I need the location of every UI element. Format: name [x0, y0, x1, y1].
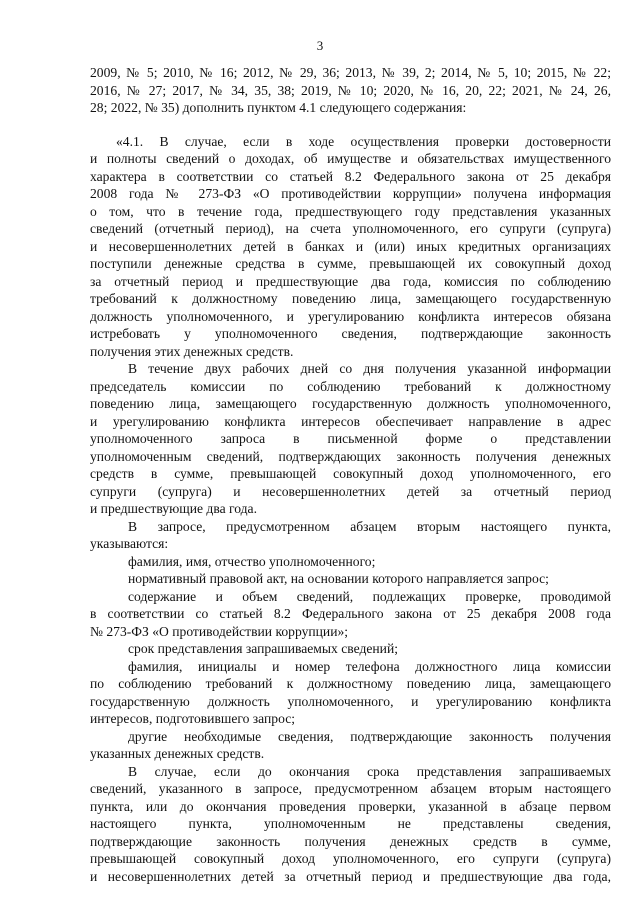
text-line: № 273-ФЗ «О противодействии коррупции»; — [90, 623, 349, 639]
text-line: настоящего пункта, уполномоченным не представлены сведения, — [90, 816, 611, 831]
text-line: уполномоченного запроса в письменной форме о представлении — [90, 431, 611, 446]
text-line: и несовершеннолетних детей в банках и (или) иных кредитных организациях — [90, 238, 611, 254]
text-line: председатель комиссии по соблюдению требований к должностному — [90, 378, 611, 394]
text-line: уполномоченным сведений, подтверждающих законность получения денежных — [90, 448, 611, 464]
page-number: 3 — [316, 38, 324, 53]
text-line: 2008 года № 273-ФЗ «О противодействии коррупции» получена информация — [90, 186, 611, 201]
text-line: сведений, указанного в запросе, предусмотренном абзацем вторым настоящего — [90, 781, 611, 796]
text-line: поведению лица, замещающего государственную должность уполномоченного, — [90, 396, 611, 411]
text-line: супруги (супруга) и несовершеннолетних детей за отчетный период — [90, 483, 611, 499]
text-line: 2016, № 27; 2017, № 34, 35, 38; 2019, № 10; 2020, № 16, 20, 22; 2021, № 24, 26, — [90, 82, 611, 98]
text-line: за отчетный период и предшествующие два года, комиссия по соблюдению — [90, 273, 611, 289]
text-line: превышающей совокупный доход уполномоченного, его супруги (супруга) — [90, 851, 611, 866]
text-line: и урегулированию конфликта интересов обеспечивает направление в адрес — [90, 413, 611, 429]
text-line: нормативный правовой акт, на основании которого направляется запрос; — [128, 571, 549, 586]
text-line: и предшествующие два года. — [90, 501, 257, 516]
text-line: фамилия, имя, отчество уполномоченного; — [128, 553, 376, 569]
text-line: фамилия, инициалы и номер телефона должностного лица комиссии — [128, 658, 611, 674]
text-line: указанных денежных средств. — [90, 746, 265, 761]
text-line: 28; 2022, № 35) дополнить пунктом 4.1 следующего содержания: — [90, 100, 467, 115]
text-line: В случае, если до окончания срока представления запрашиваемых — [128, 763, 611, 779]
text-line: получения этих денежных средств. — [90, 343, 294, 359]
text-line: должность уполномоченного, и урегулированию конфликта интересов обязана — [90, 308, 611, 324]
document-body — [90, 64, 611, 885]
text-line: пункта, или до окончания проведения проверки, указанной в абзаце первом — [90, 798, 611, 814]
text-line: и полноты сведений о доходах, об имуществе и обязательствах имущественного — [90, 151, 611, 166]
text-line: срок представления запрашиваемых сведений; — [128, 641, 398, 656]
text-line: средств в сумме, превышающей совокупный доход уполномоченного, его — [90, 466, 611, 481]
text-line: другие необходимые сведения, подтверждающие законность получения — [128, 728, 611, 744]
text-line: «4.1. В случае, если в ходе осуществления проверки достоверности — [116, 133, 611, 149]
text-line: подтверждающие законность получения денежных средств в сумме, — [90, 833, 611, 849]
text-line: интересов, подготовившего запрос; — [90, 711, 296, 726]
text-line: требований к должностному поведению лица, замещающего государственную — [90, 291, 611, 306]
paragraph-gap — [90, 117, 611, 133]
text-line: В течение двух рабочих дней со дня получения указанной информации — [128, 361, 611, 376]
text-line: по соблюдению требований к должностному поведению лица, замещающего — [90, 676, 611, 691]
text-line: поступили денежные средства в сумме, превышающей их совокупный доход — [90, 256, 611, 271]
text-line: истребовать у уполномоченного сведения, подтверждающие законность — [90, 326, 611, 341]
text-line: характера в соответствии со статьей 8.2 Федерального закона от 25 декабря — [90, 168, 611, 184]
text-line: сведений (отчетный период), на счета уполномоченного, его супруги (супруга) — [90, 221, 611, 236]
text-line: в соответствии со статьей 8.2 Федерального закона от 25 декабря 2008 года — [90, 606, 611, 621]
text-line: 2009, № 5; 2010, № 16; 2012, № 29, 36; 2013, № 39, 2; 2014, № 5, 10; 2015, № 22; — [90, 65, 611, 80]
text-line: и несовершеннолетних детей за отчетный период и предшествующие два года, — [90, 868, 611, 884]
text-line: государственную должность уполномоченного, и урегулированию конфликта — [90, 693, 611, 709]
text-line: указываются: — [90, 536, 169, 551]
text-line: о том, что в течение года, предшествующего году представления указанных — [90, 203, 611, 219]
text-line: содержание и объем сведений, подлежащих проверке, проводимой — [128, 588, 611, 604]
text-line: В запросе, предусмотренном абзацем вторым настоящего пункта, — [128, 518, 611, 534]
